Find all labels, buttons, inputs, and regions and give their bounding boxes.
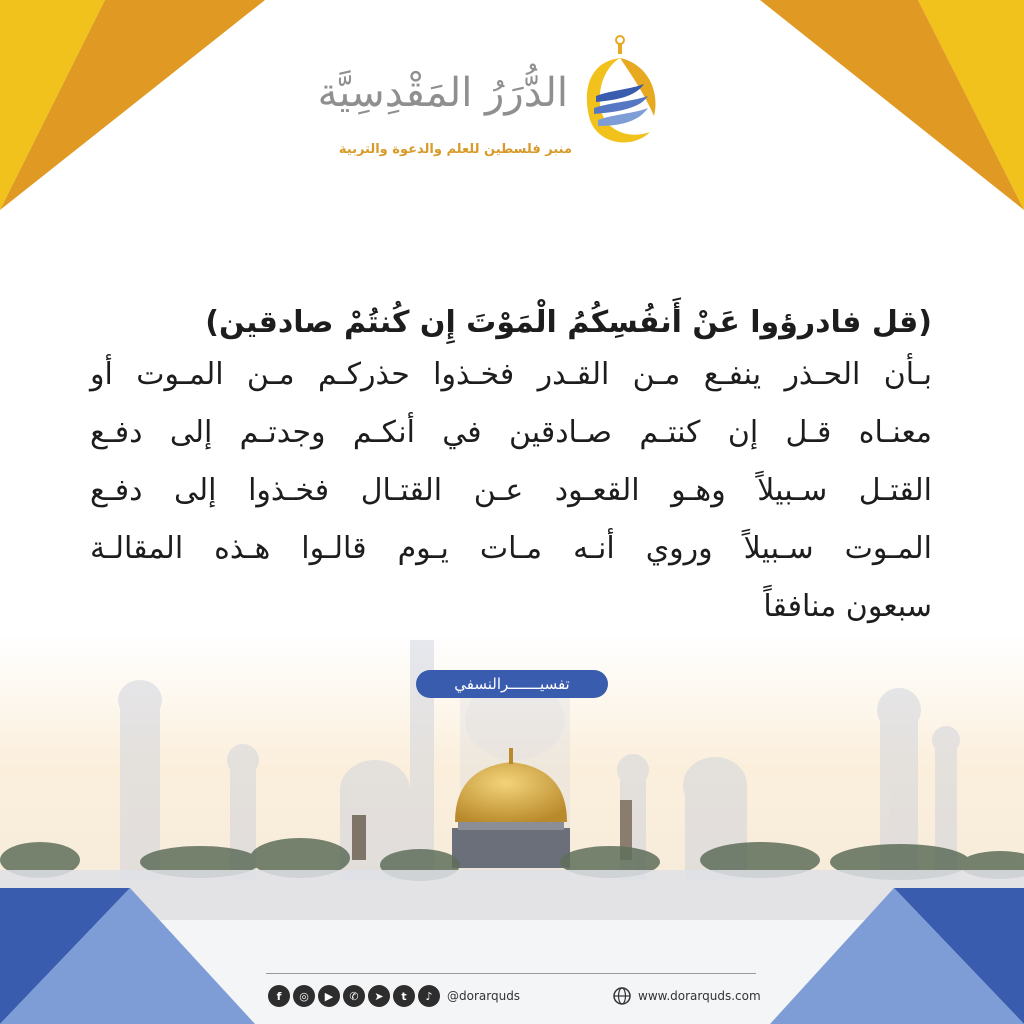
social-handle[interactable]: @dorarquds [447, 989, 521, 1003]
twitter-icon[interactable]: t [393, 985, 415, 1007]
social-links [268, 984, 520, 1008]
tiktok-icon[interactable]: ♪ [418, 985, 440, 1007]
website-link[interactable] [612, 984, 761, 1008]
verse-text: (قل فادرؤوا عَنْ أَنفُسِكُمُ الْمَوْتَ إِن كُنتُمْ صادقين) [205, 305, 932, 340]
whatsapp-icon[interactable]: ✆ [343, 985, 365, 1007]
website-url: www.dorarquds.com [638, 989, 761, 1003]
body-line-5: سبعون منافقاً [763, 589, 932, 624]
body-line-4: المـوت سـبيلاً وروي أنـه مـات يـوم قالـوا هـذه المقالـة [90, 531, 932, 566]
brand-emblem-icon [578, 32, 662, 154]
brand-name: الدُّرَرُ المَقْدِسِيَّة [317, 70, 568, 116]
facebook-icon[interactable]: f [268, 985, 290, 1007]
youtube-icon[interactable]: ▶ [318, 985, 340, 1007]
footer-divider [266, 973, 756, 974]
quote-block [90, 300, 932, 636]
globe-icon [612, 986, 632, 1006]
telegram-icon[interactable]: ➤ [368, 985, 390, 1007]
instagram-icon[interactable]: ◎ [293, 985, 315, 1007]
brand-tagline: منبر فلسطين للعلم والدعوة والتربية [338, 142, 572, 157]
source-badge: تفسيـــــــرالنسفي [416, 670, 608, 698]
body-line-1: بـأن الحـذر ينفـع مـن القـدر فخـذوا حذركـم مـن المـوت أو [90, 357, 932, 392]
body-line-3: القتـل سـبيلاً وهـو القعـود عـن القتـال فخـذوا إلى دفـع [90, 473, 932, 508]
body-line-2: معنـاه قـل إن كنتـم صـادقين في أنكـم وجدتـم إلى دفـع [90, 415, 932, 450]
